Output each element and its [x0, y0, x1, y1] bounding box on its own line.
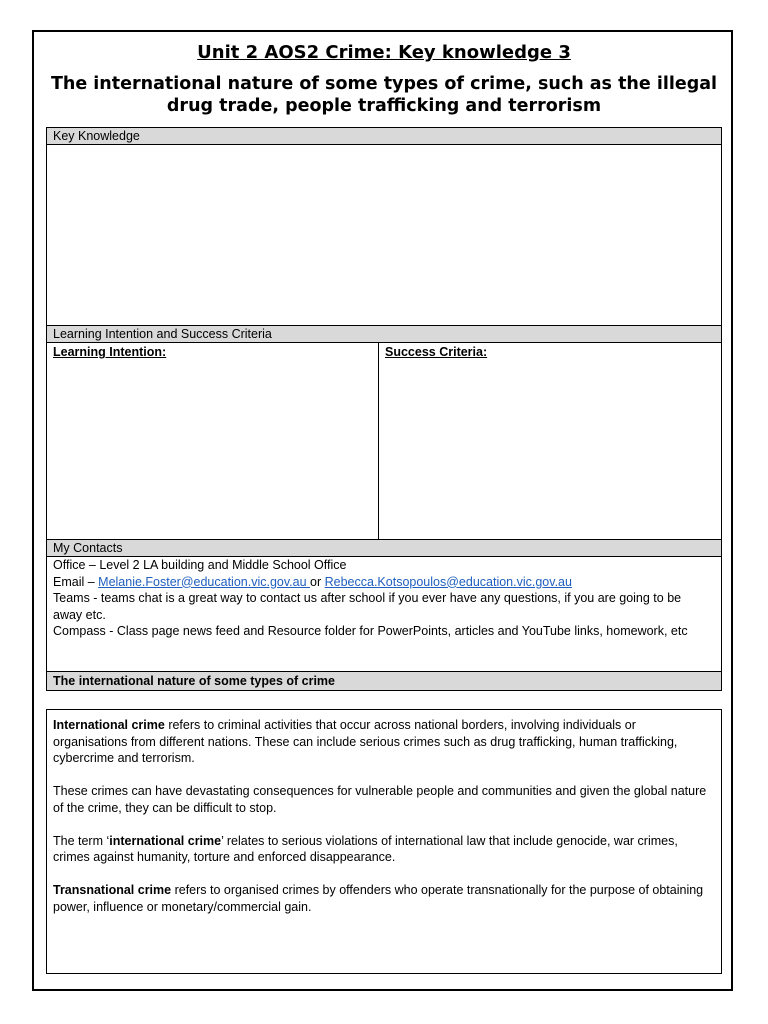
term-international-crime: International crime [53, 718, 165, 732]
paragraph-international-crime [53, 717, 713, 767]
learning-intention-label: Learning Intention: [53, 345, 167, 359]
success-criteria-cell[interactable] [378, 342, 722, 540]
email-link-kotsopoulos[interactable]: Rebecca.Kotsopoulos@education.vic.gov.au [324, 574, 572, 589]
section-header [46, 671, 722, 691]
email-prefix: Email – [53, 574, 99, 589]
paragraph-transnational-crime [53, 882, 713, 915]
contacts-box [46, 556, 722, 673]
success-criteria-label: Success Criteria: [385, 345, 488, 359]
term-transnational-crime: Transnational crime [53, 883, 172, 897]
page-title: Unit 2 AOS2 Crime: Key knowledge 3 [197, 42, 571, 63]
contact-compass: Compass - Class page news feed and Resource folder for PowerPoints, articles and YouTube links, homework, etc [53, 624, 688, 638]
contact-office: Office – Level 2 LA building and Middle School Office [53, 558, 347, 572]
p3-text: ’ relates to serious violations of international law that include genocide, war crimes, crimes against humanity, torture and enforced disappearance. [53, 833, 678, 864]
term-international-crime-2: international crime [109, 833, 222, 848]
content-box [46, 709, 722, 974]
key-knowledge-label: Key Knowledge [53, 129, 140, 143]
p4-text: refers to organised crimes by offenders who operate transnationally for the purpose of obtaining power, influence or monetary/commercial gain. [53, 883, 704, 914]
key-knowledge-box[interactable] [46, 144, 722, 326]
contacts-label: My Contacts [53, 541, 123, 555]
learning-header [46, 325, 722, 343]
p1-text: refers to criminal activities that occur across national borders, involving individuals or organisations from different nations. These can include serious crimes such as drug trafficking, human trafficking, cybercrime and terrorism. [53, 718, 678, 765]
email-or: or [310, 574, 325, 589]
contacts-header [46, 539, 722, 557]
email-link-foster[interactable]: Melanie.Foster@education.vic.gov.au [98, 574, 311, 589]
section-label: The international nature of some types of crime [53, 674, 336, 688]
paragraph-consequences: These crimes can have devastating consequences for vulnerable people and communities and given the global nature of the crime, they can be difficult to stop. [53, 784, 707, 815]
contact-email-line [53, 574, 713, 591]
page-subtitle: The international nature of some types of crime, such as the illegal drug trade, people trafficking and terrorism [50, 74, 718, 116]
paragraph-term-definition [53, 833, 713, 866]
p3-start: The term ‘ [53, 833, 110, 848]
learning-intention-cell[interactable] [46, 342, 379, 540]
contact-teams: Teams - teams chat is a great way to contact us after school if you ever have any questions, if you are going to be away etc. [53, 591, 682, 622]
key-knowledge-header [46, 127, 722, 145]
learning-label: Learning Intention and Success Criteria [53, 327, 272, 341]
